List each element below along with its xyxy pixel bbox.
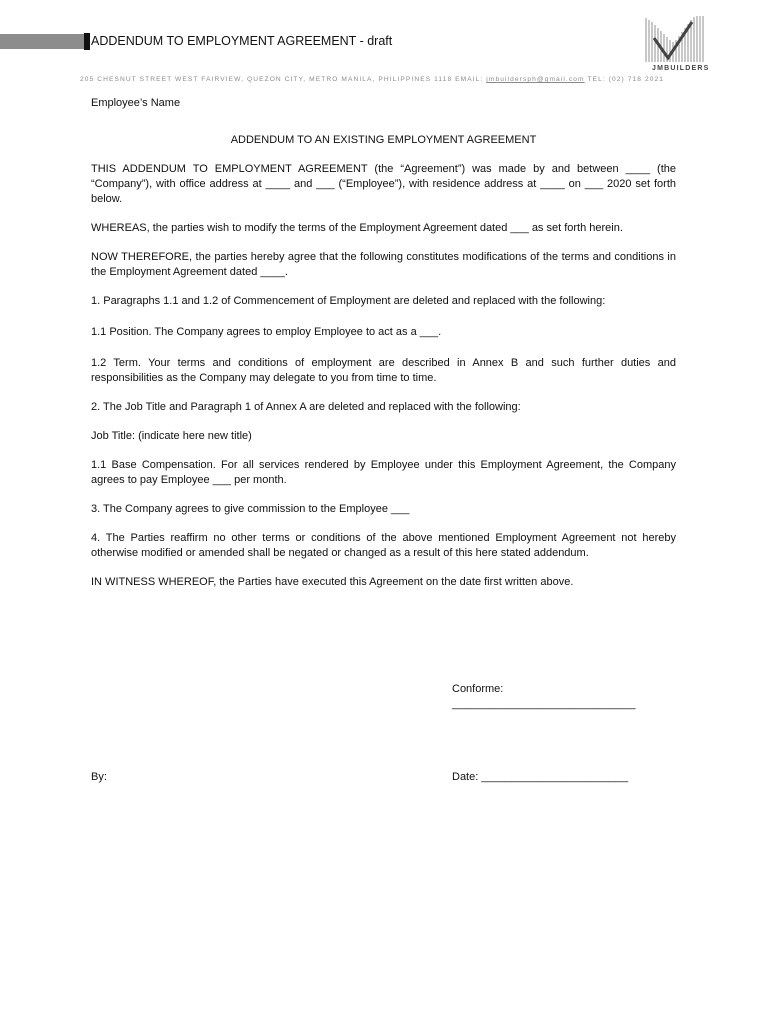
address-text: 205 CHESNUT STREET WEST FAIRVIEW, QUEZON CITY, METRO MANILA, PHILIPPINES 1118 EMAIL: [80, 76, 487, 83]
email-link[interactable]: jmbuildersph@gmail.com [486, 76, 585, 83]
item-1-2-paragraph: 1.2 Term. Your terms and conditions of employment are described in Annex B and such further duties and responsibilities as the Company may delegate to you from time to time. [91, 357, 676, 384]
document-header-title: ADDENDUM TO EMPLOYMENT AGREEMENT - draft [91, 34, 393, 48]
date-signature-line: Date: ________________________ [452, 771, 629, 783]
header-marker [84, 33, 90, 50]
item-1-paragraph: 1. Paragraphs 1.1 and 1.2 of Commencement of Employment are deleted and replaced with the following: [91, 295, 606, 307]
whereas-paragraph: WHEREAS, the parties wish to modify the terms of the Employment Agreement dated ___ as set forth herein. [91, 222, 623, 234]
logo-wordmark: JMBUILDERS [652, 65, 710, 72]
by-label: By: [91, 771, 107, 783]
now-therefore-paragraph: NOW THEREFORE, the parties hereby agree that the following constitutes modifications of the terms and conditions in the Employment Agreement dated ____. [91, 251, 676, 278]
item-1-1-paragraph: 1.1 Position. The Company agrees to employ Employee to act as a ___. [91, 326, 442, 338]
witness-paragraph: IN WITNESS WHEREOF, the Parties have executed this Agreement on the date first written above. [91, 576, 574, 588]
item-4-paragraph: 4. The Parties reaffirm no other terms or conditions of the above mentioned Employment Agreement not hereby otherwise modified or amended shall be negated or changed as a result of this here stated addendum. [91, 532, 676, 559]
document-body [91, 96, 676, 590]
document-heading: ADDENDUM TO AN EXISTING EMPLOYMENT AGREEMENT [230, 134, 537, 146]
conforme-signature-line: ______________________________ [452, 698, 636, 710]
intro-paragraph [91, 162, 676, 207]
employee-name-label: Employee’s Name [91, 97, 181, 109]
item-2-paragraph: 2. The Job Title and Paragraph 1 of Annex A are deleted and replaced with the following: [91, 401, 521, 413]
telephone-text: TEL: (02) 718 2021 [584, 76, 665, 83]
header-gray-bar [0, 34, 84, 49]
intro-bold-text: THIS ADDENDUM TO EMPLOYMENT AGREEMENT [91, 163, 368, 175]
company-address-line [80, 76, 690, 83]
base-compensation-paragraph: 1.1 Base Compensation. For all services rendered by Employee under this Employment Agreement, the Company agrees to pay Employee ___ per month. [91, 459, 676, 486]
conforme-label: Conforme: [452, 683, 504, 695]
item-3-paragraph: 3. The Company agrees to give commission to the Employee ___ [91, 503, 410, 515]
intro-text: (the “Agreement”) was made by and between ____ (the “Company”), with office address at ____ and ___ (“Employee”), with residence address at ____ on ___ 2020 set forth below. [91, 163, 676, 205]
job-title-line: Job Title: (indicate here new title) [91, 430, 252, 442]
